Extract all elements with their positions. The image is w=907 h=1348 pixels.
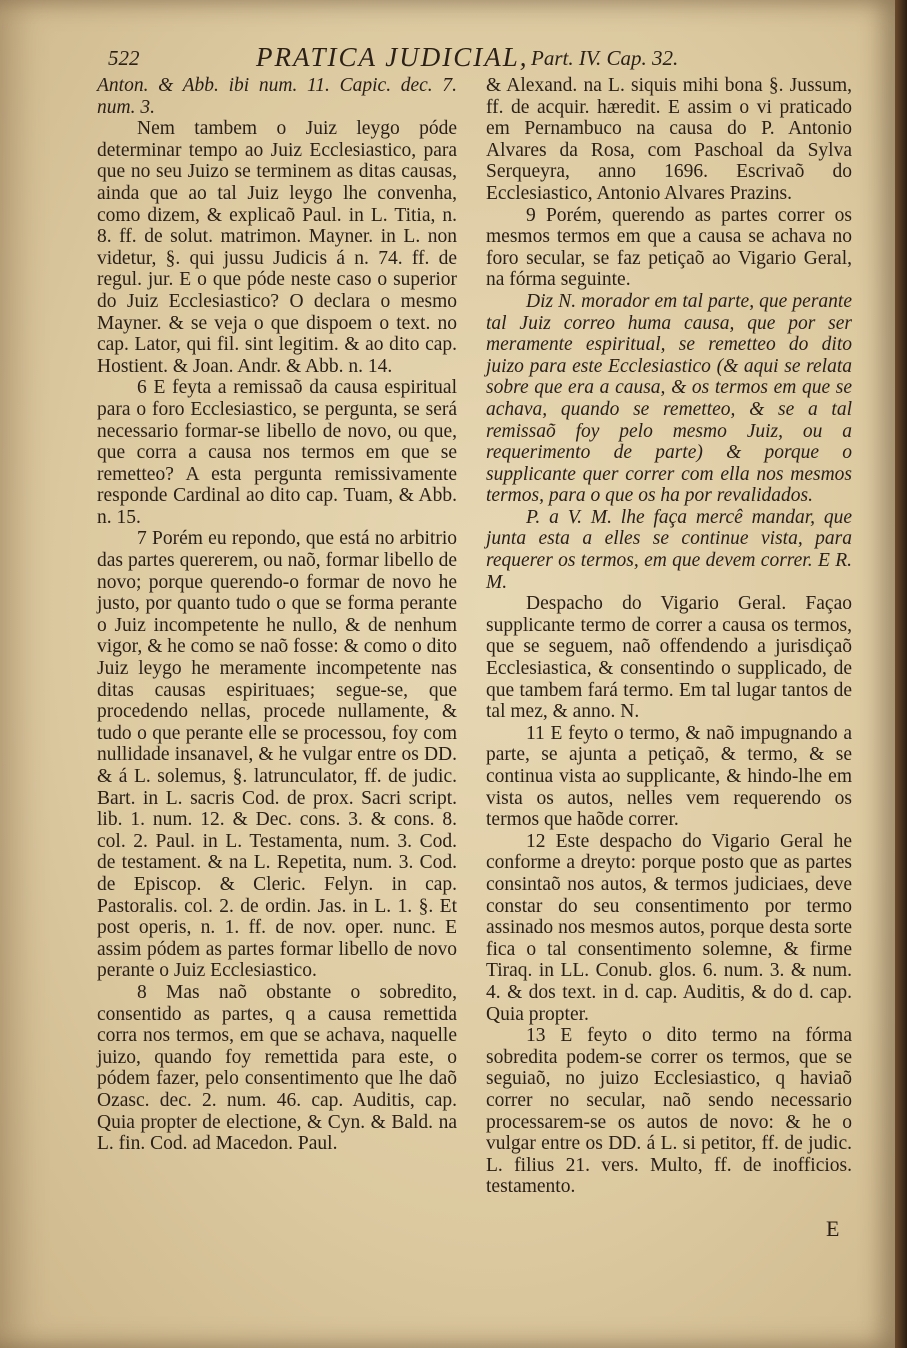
- paragraph: Nem tambem o Juiz leygo póde determinar tempo ao Juiz Ecclesiastico, para que no seu Juizo se terminem as ditas causas, ainda que ao tal Juiz leygo lhe convenha, como dizem, & explicaõ Paul. in L. Titia, n. 8. ff. de solut. matrimon. Mayner. in L. non videtur, §. qui jussu Judicis á n. 74. ff. de regul. jur. E o que póde neste caso o superior do Juiz Ecclesiastico? O declara o mesmo Mayner. & se veja o que dispoem o text. no cap. Lator, qui fil. sint legitim. & ao dito cap. Hostient. & Joan. Andr. & Abb. n. 14.: [97, 118, 457, 377]
- paragraph: 11 E feyto o termo, & naõ impugnando a parte, se ajunta a petiçaõ, & termo, & se continua vista ao supplicante, & hindo-lhe em vista os autos, nelles vem requerendo os termos que haõde correr.: [486, 722, 852, 831]
- paragraph: Despacho do Vigario Geral. Façao supplicante termo de correr a causa os termos, que se seguem, naõ offendendo a jurisdiçaõ Ecclesiastica, & consentindo o supplicado, de que tambem fará termo. Em tal lugar tantos de tal mez, & anno. N.: [486, 593, 852, 723]
- page-edge: [895, 0, 907, 1348]
- paragraph: 13 E feyto o dito termo na fórma sobredita podem-se correr os termos, que se seguiaõ, no juizo Ecclesiastico, q haviaõ correr no secular, naõ sendo necessario processarem-se os autos de novo: & he o vulgar entre os DD. á L. si petitor, ff. de judic. L. filius 21. vers. Multo, ff. de inofficios. testamento.: [486, 1025, 852, 1198]
- paragraph: 12 Este despacho do Vigario Geral he conforme a dreyto: porque posto que as partes consintaõ nos autos, & termos judiciaes, deve constar do seu consentimento por termo assinado nos mesmos autos, porque desta sorte fica o tal consentimento solemne, & firme Tiraq. in LL. Conub. glos. 6. num. 3. & num. 4. & dos text. in d. cap. Auditis, & do d. cap. Quia propter.: [486, 830, 852, 1025]
- paragraph: 6 E feyta a remissaõ da causa espiritual para o foro Ecclesiastico, se pergunta, se será necessario formar-se libello de novo, ou que, que corra a causa nos termos em que se remetteo? A esta pergunta remissivamente responde Cardinal ao dito cap. Tuam, & Abb. n. 15.: [97, 377, 457, 528]
- page-title: PRATICA JUDICIAL,: [256, 42, 529, 72]
- paragraph: & Alexand. na L. siquis mihi bona §. Jussum, ff. de acquir. hæredit. E assim o vi praticado em Pernambuco na causa do P. Antonio Alvares da Rosa, com Paschoal da Sylva Serqueyra, anno 1696. Escrivaõ do Ecclesiastico, Antonio Alvares Prazins.: [486, 75, 852, 204]
- paragraph: 8 Mas naõ obstante o sobredito, consentido as partes, q a causa remettida corra nos termos, em que se achava, naquelle juizo, quando foy remettida para este, o pódem fazer, pelo consentimento que lhe daõ Ozasc. dec. 2. num. 46. cap. Auditis, cap. Quia propter de electione, & Cyn. & Bald. na L. fin. Cod. ad Macedon. Paul.: [97, 981, 457, 1155]
- left-column: [97, 75, 457, 1155]
- paragraph: Anton. & Abb. ibi num. 11. Capic. dec. 7. num. 3.: [97, 75, 457, 118]
- page-number: 522: [108, 46, 140, 70]
- paragraph: P. a V. M. lhe faça mercê mandar, que junta esta a elles se continue vista, para requerer os termos, em que devem correr. E R. M.: [486, 506, 852, 593]
- chapter-reference: Part. IV. Cap. 32.: [531, 46, 679, 70]
- right-column: [486, 75, 852, 1198]
- paragraph: 9 Porém, querendo as partes correr os mesmos termos em que a causa se achava no foro secular, se faz petiçaõ ao Vigario Geral, na fórma seguinte.: [486, 204, 852, 291]
- catchword: E: [826, 1216, 840, 1241]
- paragraph: Diz N. morador em tal parte, que perante tal Juiz correo huma causa, que por ser meramente espiritual, se remetteo do dito juizo para este Ecclesiastico (& aqui se relata sobre que era a causa, & os termos em que se achava, quando se remetteo, & se a tal remissaõ foy pelo mesmo Juiz, ou a requerimento de parte) & porque o supplicante quer correr com ella nos mesmos termos, para o que os ha por revalidados.: [486, 290, 852, 507]
- paragraph: 7 Porém eu repondo, que está no arbitrio das partes quererem, ou naõ, formar libello de novo; porque querendo-o formar de novo he justo, por quanto tudo o que se forma perante o Juiz incompetente he nullo, & de nenhum vigor, & he como se naõ fosse: & como o dito Juiz leygo he meramente incompetente nas ditas causas espirituaes; segue-se, que procedendo nellas, procede nullamente, & tudo o que perante elle se processou, foy com nullidade insanavel, & he vulgar entre os DD. & á L. solemus, §. latrunculator, ff. de judic. Bart. in L. sacris Cod. de prox. Sacri script. lib. 1. num. 12. & Dec. cons. 3. & cons. 8. col. 2. Paul. in L. Testamenta, num. 3. Cod. de testament. & na L. Repetita, num. 3. Cod. de Episcop. & Cleric. Felyn. in cap. Pastoralis. col. 2. de ordin. Jas. in L. 1. §. Et post operis, n. 1. ff. de nov. oper. nunc. E assim pódem as partes formar libello de novo perante o Juiz Ecclesiastico.: [97, 528, 457, 982]
